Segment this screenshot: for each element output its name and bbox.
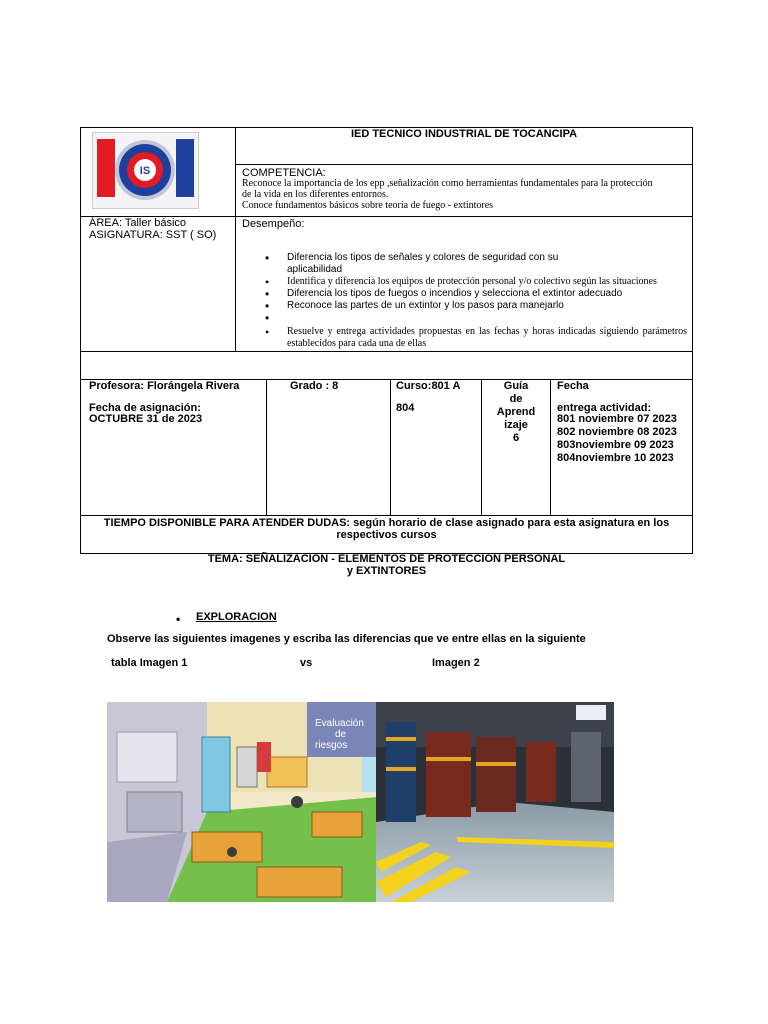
fecha-label: Fecha [557, 380, 589, 392]
school-title: IED TECNICO INDUSTRIAL DE TOCANCIPA [350, 128, 578, 140]
profesora-text: Profesora: Florángela Rivera [89, 380, 240, 392]
desempeno-item: • Resuelve y entrega actividades propuestas en las fechas y horas indicadas siguiendo parámetros establecidos para cada una de ellas [265, 326, 687, 350]
overlay-line: Evaluación [315, 718, 364, 729]
guia-line: de [509, 393, 523, 405]
entrega-item: 801 noviembre 07 2023 [557, 413, 677, 425]
guia-line: izaje [504, 419, 528, 431]
asignatura-text: ASIGNATURA: SST ( SO) [89, 229, 217, 241]
desempeno-item: • Identifica y diferencia los equipos de protección personal y/o colectivo según las situaciones [265, 276, 687, 288]
tema-line-1: TEMA: SEÑALIZACION - ELEMENTOS DE PROTECCION PERSONAL [207, 553, 566, 565]
overlay-line: riesgos [315, 740, 348, 751]
entrega-item: 804noviembre 10 2023 [557, 452, 674, 464]
image-1-office-illustration [107, 702, 377, 902]
image-1-overlay-title [315, 718, 375, 751]
desempeno-item: • Diferencia los tipos de fuegos o incendios y selecciona el extintor adecuado [265, 288, 687, 300]
guia-line: Guía [503, 380, 529, 392]
desempeno-label: Desempeño: [242, 218, 305, 230]
school-logo-graphic [93, 133, 198, 208]
image-2-warehouse-photo [376, 702, 614, 902]
competencia-label: COMPETENCIA: [242, 167, 326, 179]
competencia-line-1: Reconoce la importancia de los epp ,señalización como herramientas fundamentales para la protección [242, 178, 653, 189]
exploracion-bullet: • [176, 612, 181, 626]
tema-line-2: y EXTINTORES [346, 565, 427, 577]
exploracion-heading: EXPLORACION [196, 611, 277, 623]
tiempo-line-2: respectivos cursos [336, 529, 437, 541]
entrega-item: 802 noviembre 08 2023 [557, 426, 677, 438]
tabla-imagen-1: tabla Imagen 1 [111, 657, 188, 669]
entrega-list [557, 413, 691, 465]
exploracion-instruction: Observe las siguientes imagenes y escriba las diferencias que ve entre ellas en la siguiente [107, 633, 586, 645]
desempeno-item [265, 312, 687, 326]
curso-text-2: 804 [396, 402, 415, 414]
guia-line: Aprend [496, 406, 536, 418]
grado-text: Grado : 8 [290, 380, 339, 392]
area-text: ÁREA: Taller básico [89, 217, 187, 229]
guia-cell [482, 380, 550, 445]
tiempo-line-1: TIEMPO DISPONIBLE PARA ATENDER DUDAS: según horario de clase asignado para esta asignatura en los [103, 517, 670, 529]
school-logo [92, 132, 199, 209]
fecha-asignacion-value: OCTUBRE 31 de 2023 [89, 413, 203, 425]
desempeno-item: • Reconoce las partes de un extintor y los pasos para manejarlo [265, 300, 687, 312]
competencia-line-2: de la vida en los diferentes entornos. [242, 189, 389, 200]
curso-text: Curso:801 A [396, 380, 461, 392]
logo-text: IS [139, 165, 151, 177]
fecha-asignacion-label: Fecha de asignación: [89, 402, 201, 414]
entrega-item: 803noviembre 09 2023 [557, 439, 674, 451]
overlay-line: de [335, 729, 347, 740]
competencia-line-3: Conoce fundamentos básicos sobre teoría de fuego - extintores [242, 200, 494, 211]
vs-label: vs [300, 657, 313, 669]
desempeno-item: • Diferencia los tipos de señales y colores de seguridad con su aplicabilidad [265, 252, 587, 276]
guia-line: 6 [512, 432, 520, 444]
desempeno-list [265, 252, 687, 350]
entrega-label: entrega actividad: [557, 402, 652, 414]
imagen-2-label: Imagen 2 [432, 657, 480, 669]
